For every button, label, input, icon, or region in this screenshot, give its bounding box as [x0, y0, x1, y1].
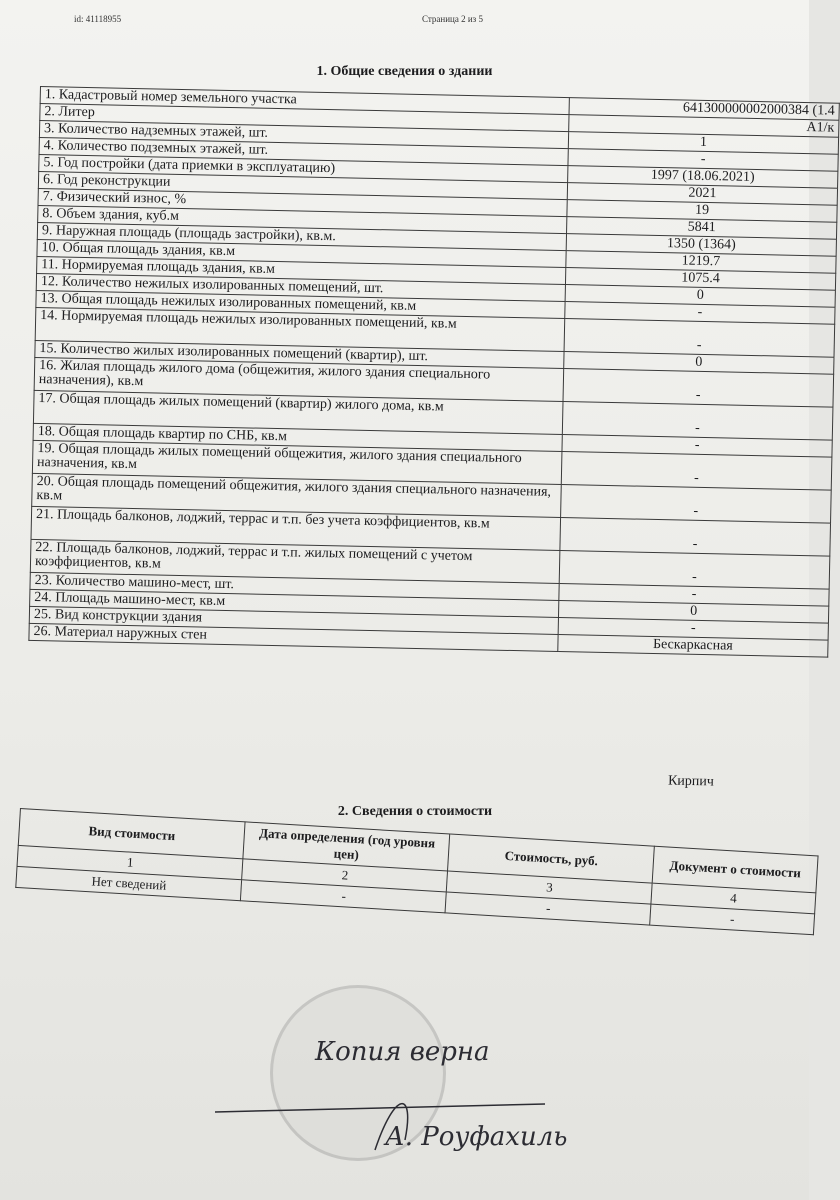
row-label: 22. Площадь балконов, лоджий, террас и т.п. жилых помещений с учетом коэффициентов, кв.м: [30, 539, 560, 583]
row-label: 8. Объем здания, куб.м: [38, 205, 567, 233]
row-label: 12. Количество нежилых изолированных помещений, шт.: [36, 273, 565, 301]
row-label: 20. Общая площадь помещений общежития, жилого здания специального назначения, кв.м: [32, 473, 562, 517]
row-value: -: [561, 452, 832, 491]
value-cell: Нет сведений: [16, 866, 242, 900]
row-label: 6. Год реконструкции: [38, 171, 567, 199]
row-value: 641300000002000384 (1.4: [569, 98, 839, 121]
value-cell: -: [445, 892, 651, 925]
row-value: 1219.7: [566, 251, 836, 274]
row-label: 23. Количество машино-мест, шт.: [30, 572, 559, 600]
row-value: 1997 (18.06.2021): [568, 166, 838, 189]
section1-title: 1. Общие сведения о здании: [316, 64, 493, 79]
row-label: 5. Год постройки (дата приемки в эксплуатацию): [39, 154, 568, 182]
row-value: 0: [558, 600, 828, 623]
row-value: 0: [565, 285, 835, 308]
row-label: 17. Общая площадь жилых помещений (квартир) жилого дома, кв.м: [33, 390, 563, 434]
number-cell: 2: [242, 859, 448, 892]
row-value: -: [568, 149, 838, 172]
row-value: -: [558, 617, 828, 640]
row-label: 13. Общая площадь нежилых изолированных помещений, кв.м: [36, 290, 565, 318]
row-label: 16. Жилая площадь жилого дома (общежития, жилого здания специального назначения), кв.м: [34, 357, 564, 401]
document-id: id: 41118955: [74, 14, 122, 24]
row-value: А1/к: [569, 115, 839, 138]
row-value: -: [562, 435, 832, 458]
row-label: 21. Площадь балконов, лоджий, террас и т.п. без учета коэффициентов, кв.м: [31, 506, 561, 550]
row-label: 19. Общая площадь жилых помещений общежития, жилого здания специального назначения, кв.м: [32, 440, 562, 484]
row-label: 18. Общая площадь квартир по СНБ, кв.м: [33, 423, 562, 451]
row-label: 15. Количество жилых изолированных помещений (квартир), шт.: [35, 340, 564, 368]
row-value: 1: [568, 132, 838, 155]
number-cell: 1: [17, 845, 243, 879]
header-cell: Стоимость, руб.: [448, 834, 655, 883]
handwritten-signature: [215, 1030, 635, 1170]
value-cell: -: [241, 880, 447, 913]
number-cell: 3: [447, 871, 653, 904]
row-value: -: [559, 583, 829, 606]
header-cell: Дата определения (год уровня цен): [243, 822, 450, 871]
wall-material-extra: Кирпич: [667, 773, 715, 790]
row-label: 24. Площадь машино-мест, кв.м: [30, 589, 559, 617]
signature-line1: Копия верна: [315, 1037, 490, 1067]
row-label: 14. Нормируемая площадь нежилых изолированных помещений, кв.м: [35, 307, 565, 351]
row-value: 0: [564, 352, 834, 375]
row-label: 25. Вид конструкции здания: [29, 606, 558, 634]
row-label: 3. Количество надземных этажей, шт.: [39, 121, 568, 149]
row-label: 10. Общая площадь здания, кв.м: [37, 239, 566, 267]
signature-underline: [215, 1104, 545, 1112]
cost-info-table: [15, 808, 818, 935]
row-value: Бескаркасная: [558, 634, 828, 657]
row-label: 26. Материал наружных стен: [29, 623, 558, 651]
row-label: 11. Нормируемая площадь здания, кв.м: [37, 256, 566, 284]
row-value: -: [561, 485, 832, 524]
row-value: -: [562, 402, 833, 441]
row-label: 9. Наружная площадь (площадь застройки), кв.м.: [37, 222, 566, 250]
value-cell: -: [650, 904, 815, 935]
row-label: 7. Физический износ, %: [38, 188, 567, 216]
row-value: -: [564, 319, 835, 358]
section2-title: 2. Сведения о стоимости: [337, 804, 493, 819]
row-value: 1075.4: [565, 268, 835, 291]
row-label: 1. Кадастровый номер земельного участка: [40, 87, 569, 115]
building-info-table: [28, 86, 839, 658]
row-value: -: [563, 369, 834, 408]
header-cell: Вид стоимости: [18, 809, 245, 859]
row-value: 5841: [567, 217, 837, 240]
row-value: -: [565, 302, 835, 325]
signature-line2: А. Роуфахиль: [385, 1122, 568, 1152]
page-counter: Страница 2 из 5: [422, 14, 483, 24]
row-value: -: [559, 550, 830, 589]
row-value: 2021: [567, 183, 837, 206]
row-label: 4. Количество подземных этажей, шт.: [39, 137, 568, 165]
row-value: 1350 (1364): [566, 234, 836, 257]
row-label: 2. Литер: [40, 104, 569, 132]
header-cell: Документ о стоимости: [652, 846, 818, 893]
number-cell: 4: [651, 883, 816, 914]
row-value: 19: [567, 200, 837, 223]
row-value: -: [560, 517, 831, 556]
